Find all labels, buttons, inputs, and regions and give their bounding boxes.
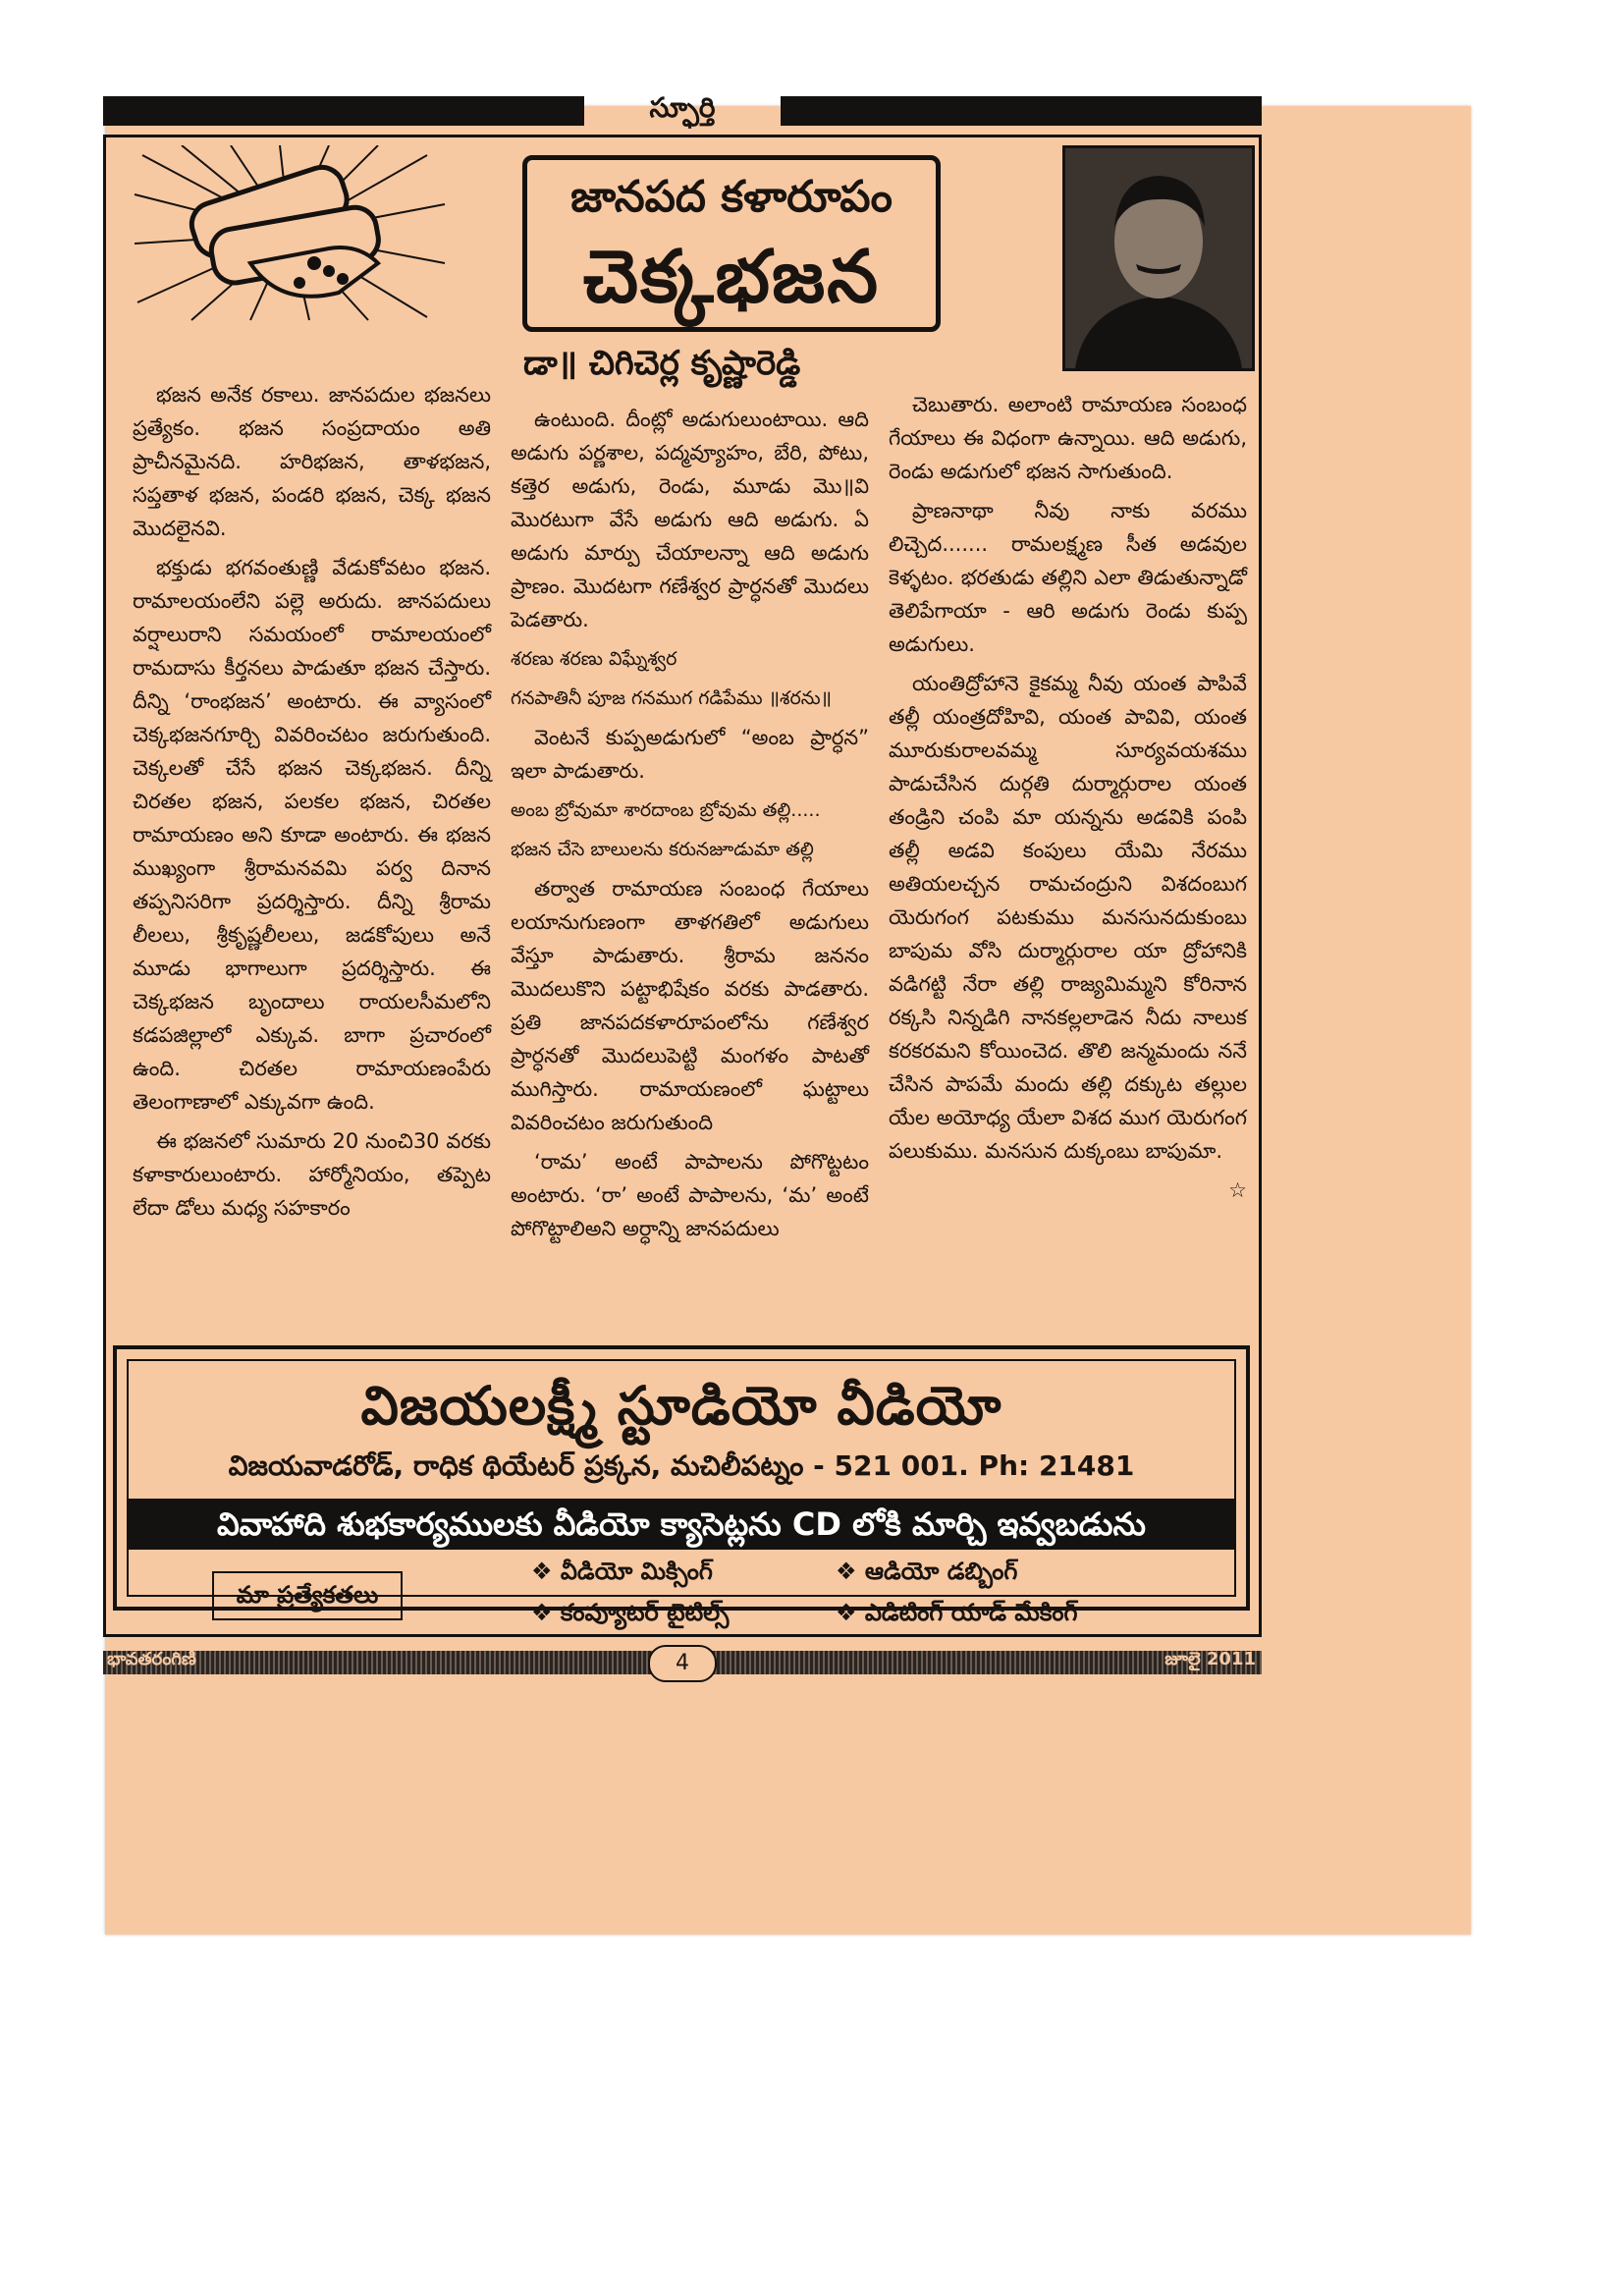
header-bar-left [103,96,584,126]
paragraph: తర్వాత రామాయణ సంబంధ గేయాలు లయానుగుణంగా తాళగతిలో అడుగులు వేస్తూ పాడుతారు. శ్రీరామ జననం మొదలుకొని పట్టాభిషేకం వరకు పాడతారు. ప్రతి జానపదకళారూపంలోను గణేశ్వర ప్రార్ధనతో మొదలుపెట్టి మంగళం పాటతో ముగిస్తారు. రామాయణంలో ఘట్టాలు వివరించటం జరుగుతుంది [511,877,869,1134]
paragraph: ప్రాణనాథా నీవు నాకు వరము లిచ్చెద....... రామలక్ష్మణ సీత అడవుల కెళ్ళటం. భరతుడు తల్లిని ఎలా తిడుతున్నాడో తెలిపేగాయా - ఆరి అడుగు రెండు కుప్ప అడుగులు. [889,499,1247,656]
paragraph: వెంటనే కుప్పఅడుగులో “అంబ ప్రార్ధన” ఇలా పాడుతారు. [511,726,869,783]
page-footer [103,1645,1262,1680]
article-column-3 [889,388,1247,1316]
studio-advertisement [113,1345,1250,1626]
ad-feature: ❖ కంప్యూటర్ టైటిల్స్ [531,1599,730,1626]
footer-issue-date: జూలై 2011 [1164,1649,1256,1669]
paragraph: ఉంటుంది. దీంట్లో అడుగులుంటాయి. ఆది అడుగు పర్ణశాల, పద్మవ్యూహం, బేరి, పోటు, కత్తెర అడుగు, రెండు, మూడు మొ॥వి మొరటుగా వేసే అడుగు ఆది అడుగు. ఏ అడుగు మార్పు చేయాలన్నా ఆది అడుగు ప్రాణం. మొదటగా గణేశ్వర ప్రార్ధనతో మొదలు పెడతారు. [511,408,869,631]
song-line: శరణు శరణు విఘ్నేశ్వర [511,648,677,670]
ad-feature: ❖ ఎడిటింగ్ యాడ్ మేకింగ్ [836,1599,1078,1626]
ad-business-name: విజయలక్ష్మీ స్టూడియో వీడియో [360,1375,1002,1437]
author-byline: డా॥ చిగిచెర్ల కృష్ణారెడ్డి [523,344,801,383]
chekka-bhajana-illustration [133,145,447,322]
author-photo [1062,145,1255,371]
ad-specialties-label: మా ప్రత్యేకతలు [212,1571,403,1620]
article-column-2 [511,403,869,1321]
paragraph: ‘రామ’ అంటే పాపాలను పోగొట్టటం అంటారు. ‘రా’ అంటే పాపాలను, ‘మ’ అంటే పోగొట్టాలిఅని అర్ధాన్ని జానపదులు [511,1150,869,1240]
section-title: స్ఫూర్తి [649,91,716,124]
ad-tagline: వివాహాది శుభకార్యములకు వీడియో క్యాసెట్లను CD లోకి మార్చి ఇవ్వబడును [129,1499,1234,1550]
page-number: 4 [648,1645,717,1682]
article-column-1 [133,378,491,1321]
ad-address: విజయవాడరోడ్, రాధిక థియేటర్ ప్రక్కన, మచిలీపట్నం - 521 001. Ph: 21481 [228,1449,1135,1482]
section-header [103,93,1262,129]
song-line: గనపాతినీ పూజ గనముగ గడిపేము ॥శరను॥ [511,687,833,709]
paragraph: భజన అనేక రకాలు. జానపదుల భజనలు ప్రత్యేకం. భజన సంప్రదాయం అతి ప్రాచీనమైనది. హరిభజన, తాళభజన, సప్తతాళ భజన, పండరి భజన, చెక్క భజన మొదలైనవి. [133,383,491,540]
headline-kicker: జానపద కళారూపం [570,172,893,222]
song-line: భజన చేసె బాలులను కరునజూడుమా తల్లి [511,839,814,860]
song-line: అంబ బ్రోవుమా శారదాంబ బ్రోవుమ తల్లి..... [511,799,821,821]
paragraph: ఈ భజనలో సుమారు 20 నుంచి30 వరకు కళాకారులుంటారు. హార్మోనియం, తప్పెట లేదా డోలు మధ్య సహకారం [133,1129,491,1220]
ad-feature-list [531,1558,1120,1632]
paragraph: భక్తుడు భగవంతుణ్ణి వేడుకోవటం భజన. రామాలయంలేని పల్లె అరుదు. జానపదులు వర్షాలురాని సమయంలో రామాలయంలో రామదాసు కీర్తనలు పాడుతూ భజన చేస్తారు. దీన్ని ‘రాంభజన’ అంటారు. ఈ వ్యాసంలో చెక్కభజనగూర్చి వివరించటం జరుగుతుంది. చెక్కలతో చేసే భజన చెక్కభజన. దీన్ని చిరతల భజన, పలకల భజన, చిరతల రామాయణం అని కూడా అంటారు. ఈ భజన ముఖ్యంగా శ్రీరామనవమి పర్వ దినాన తప్పనిసరిగా ప్రదర్శిస్తారు. దీన్ని శ్రీరామ లీలలు, శ్రీకృష్ణలీలలు, జడకోపులు అనే మూడు భాగాలుగా ప్రదర్శిస్తారు. ఈ చెక్కభజన బృందాలు రాయలసీమలోని కడపజిల్లాలో ఎక్కువ. బాగా ప్రచారంలో ఉంది. చిరతల రామాయణంపేరు తెలంగాణాలో ఎక్కువగా ఉంది. [133,556,491,1114]
paragraph: యంతిద్రోహానె కైకమ్మ నీవు యంత పాపివే తల్లీ యంత్రదోహివి, యంత పావివి, యంత మూరుకురాలవమ్మ సూర్యవయశము పాడుచేసిన దుర్గతి దుర్మార్గురాల యంత తండ్రిని చంపి మా యన్నను అడవికి పంపి తల్లీ అడవి కంపులు యేమి నేరము అతియలచ్చన రామచంద్రుని విశదంబుగ యెరుగంగ పటకుము మనసునదుకుంబు బాపుమ వోసి దుర్మార్గురాల యా ద్రోహానికి వడిగట్టి నేరా తల్లి రాజ్యమిమ్మని కోరినాన రక్కసి నిన్నడిగి నానకల్లలాడెన నీదు నాలుక కరకరమని కోయించెద. తొలి జన్మమందు ననే చేసిన పాపమే మందు తల్లి దక్కుట తల్లుల యేల అయోధ్య యేలా విశద ముగ యెరుగంగ పలుకుము. మనసున దుక్కంబు బాపుమా. [889,672,1247,1163]
header-bar-right [781,96,1262,126]
headline-box [522,155,941,332]
ad-feature: ❖ వీడియో మిక్సింగ్ [531,1558,713,1585]
paragraph: చెబుతారు. అలాంటి రామాయణ సంబంధ గేయాలు ఈ విధంగా ఉన్నాయి. ఆది అడుగు, రెండు అడుగులో భజన సాగుతుంది. [889,393,1247,483]
headline-title: చెక్కభజన [582,235,881,319]
ad-inner-frame [127,1359,1236,1626]
end-star-icon: ☆ [1228,1178,1247,1202]
ad-feature: ❖ ఆడియో డబ్బింగ్ [836,1558,1018,1585]
footer-magazine-name: భావతరంగిణి [107,1649,196,1669]
